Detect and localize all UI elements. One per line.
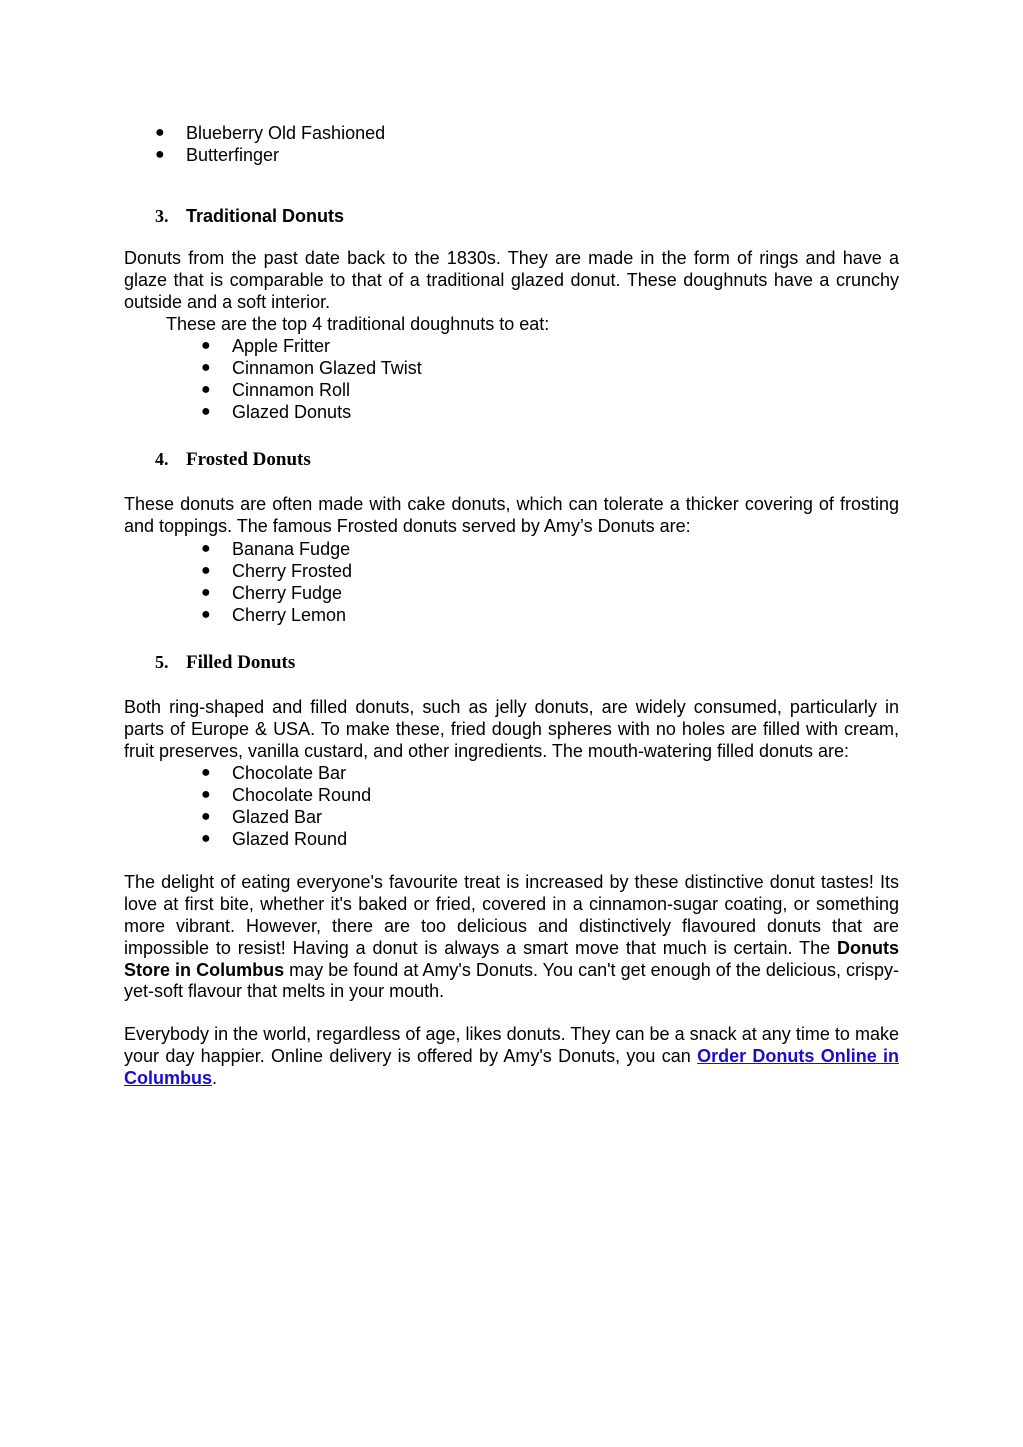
section-paragraph: These donuts are often made with cake donuts, which can tolerate a thicker covering of frosting and toppings. The famous Frosted donuts served by Amy’s Donuts are:	[124, 494, 899, 537]
closing-paragraph-2: Everybody in the world, regardless of age, likes donuts. They can be a snack at any time to make your day happier. Online delivery is offered by Amy's Donuts, you can Order Donuts Online in Columbus.	[124, 1024, 900, 1088]
section-heading-frosted	[124, 447, 899, 472]
traditional-donuts-list	[124, 335, 899, 423]
bullet-icon: ●	[201, 605, 211, 623]
list-item: ● Glazed Donuts	[201, 402, 352, 423]
bullet-icon: ●	[201, 359, 211, 377]
list-item: ● Cinnamon Glazed Twist	[201, 358, 422, 379]
bullet-icon: ●	[201, 561, 211, 579]
bullet-icon: ●	[201, 337, 211, 355]
bullet-icon: ●	[201, 786, 211, 804]
list-item: ● Blueberry Old Fashioned	[155, 123, 386, 143]
closing-paragraph-1: The delight of eating everyone's favourite treat is increased by these distinctive donut tastes! Its love at first bite, whether it's baked or fried, covered in a cinnamon-sugar coating, or something more vibrant. However, there are too delicious and distinctively flavoured donuts that are impossible to resist! Having a donut is always a smart move that much is certain. The Donuts Store in Columbus may be found at Amy's Donuts. You can't get enough of the delicious, crispy-yet-soft flavour that melts in your mouth.	[124, 872, 899, 1002]
list-item: ● Banana Fudge	[201, 538, 351, 559]
list-item: ● Chocolate Round	[201, 785, 372, 806]
section-paragraph: Both ring-shaped and filled donuts, such as jelly donuts, are widely consumed, particularly in parts of Europe & USA. To make these, fried dough spheres with no holes are filled with cream, fruit preserves, vanilla custard, and other ingredients. The mouth-watering filled donuts are:	[124, 696, 899, 761]
bullet-icon: ●	[155, 124, 165, 141]
bullet-icon: ●	[201, 539, 211, 557]
list-intro: These are the top 4 traditional doughnuts to eat:	[166, 314, 550, 335]
list-item: ● Glazed Bar	[201, 807, 323, 828]
document-page	[124, 122, 899, 1090]
list-item: ● Cherry Lemon	[201, 604, 347, 625]
bullet-icon: ●	[201, 403, 211, 421]
order-donuts-link[interactable]: Order Donuts Online in Columbus	[124, 1045, 900, 1088]
filled-donuts-list	[124, 762, 899, 850]
section-number: 5.	[155, 651, 169, 672]
section-paragraph: Donuts from the past date back to the 1830s. They are made in the form of rings and have a glaze that is comparable to that of a traditional glazed donut. These doughnuts have a crunchy outside and a soft interior.	[124, 248, 899, 312]
bullet-icon: ●	[201, 381, 211, 399]
list-item: ● Cherry Frosted	[201, 560, 353, 581]
list-item: ● Chocolate Bar	[201, 763, 347, 784]
section-number: 3.	[155, 206, 169, 226]
list-item: ● Cherry Fudge	[201, 582, 343, 603]
section-title: Filled Donuts	[186, 651, 296, 673]
store-name-bold: Donuts Store in Columbus	[124, 937, 899, 980]
list-item: ● Cinnamon Roll	[201, 380, 351, 401]
frosted-donuts-list	[124, 538, 899, 626]
bullet-icon: ●	[201, 830, 211, 848]
list-item: ● Glazed Round	[201, 829, 348, 850]
bullet-icon: ●	[155, 146, 165, 163]
section-number: 4.	[155, 449, 169, 470]
bullet-icon: ●	[201, 808, 211, 826]
section-title: Traditional Donuts	[186, 206, 345, 226]
section-heading-traditional	[124, 204, 899, 228]
previous-section-list	[124, 122, 899, 166]
list-item: ● Butterfinger	[155, 145, 280, 165]
list-item: ● Apple Fritter	[201, 336, 331, 357]
bullet-icon: ●	[201, 764, 211, 782]
bullet-icon: ●	[201, 583, 211, 601]
section-title: Frosted Donuts	[186, 449, 311, 471]
section-heading-filled	[124, 650, 899, 675]
